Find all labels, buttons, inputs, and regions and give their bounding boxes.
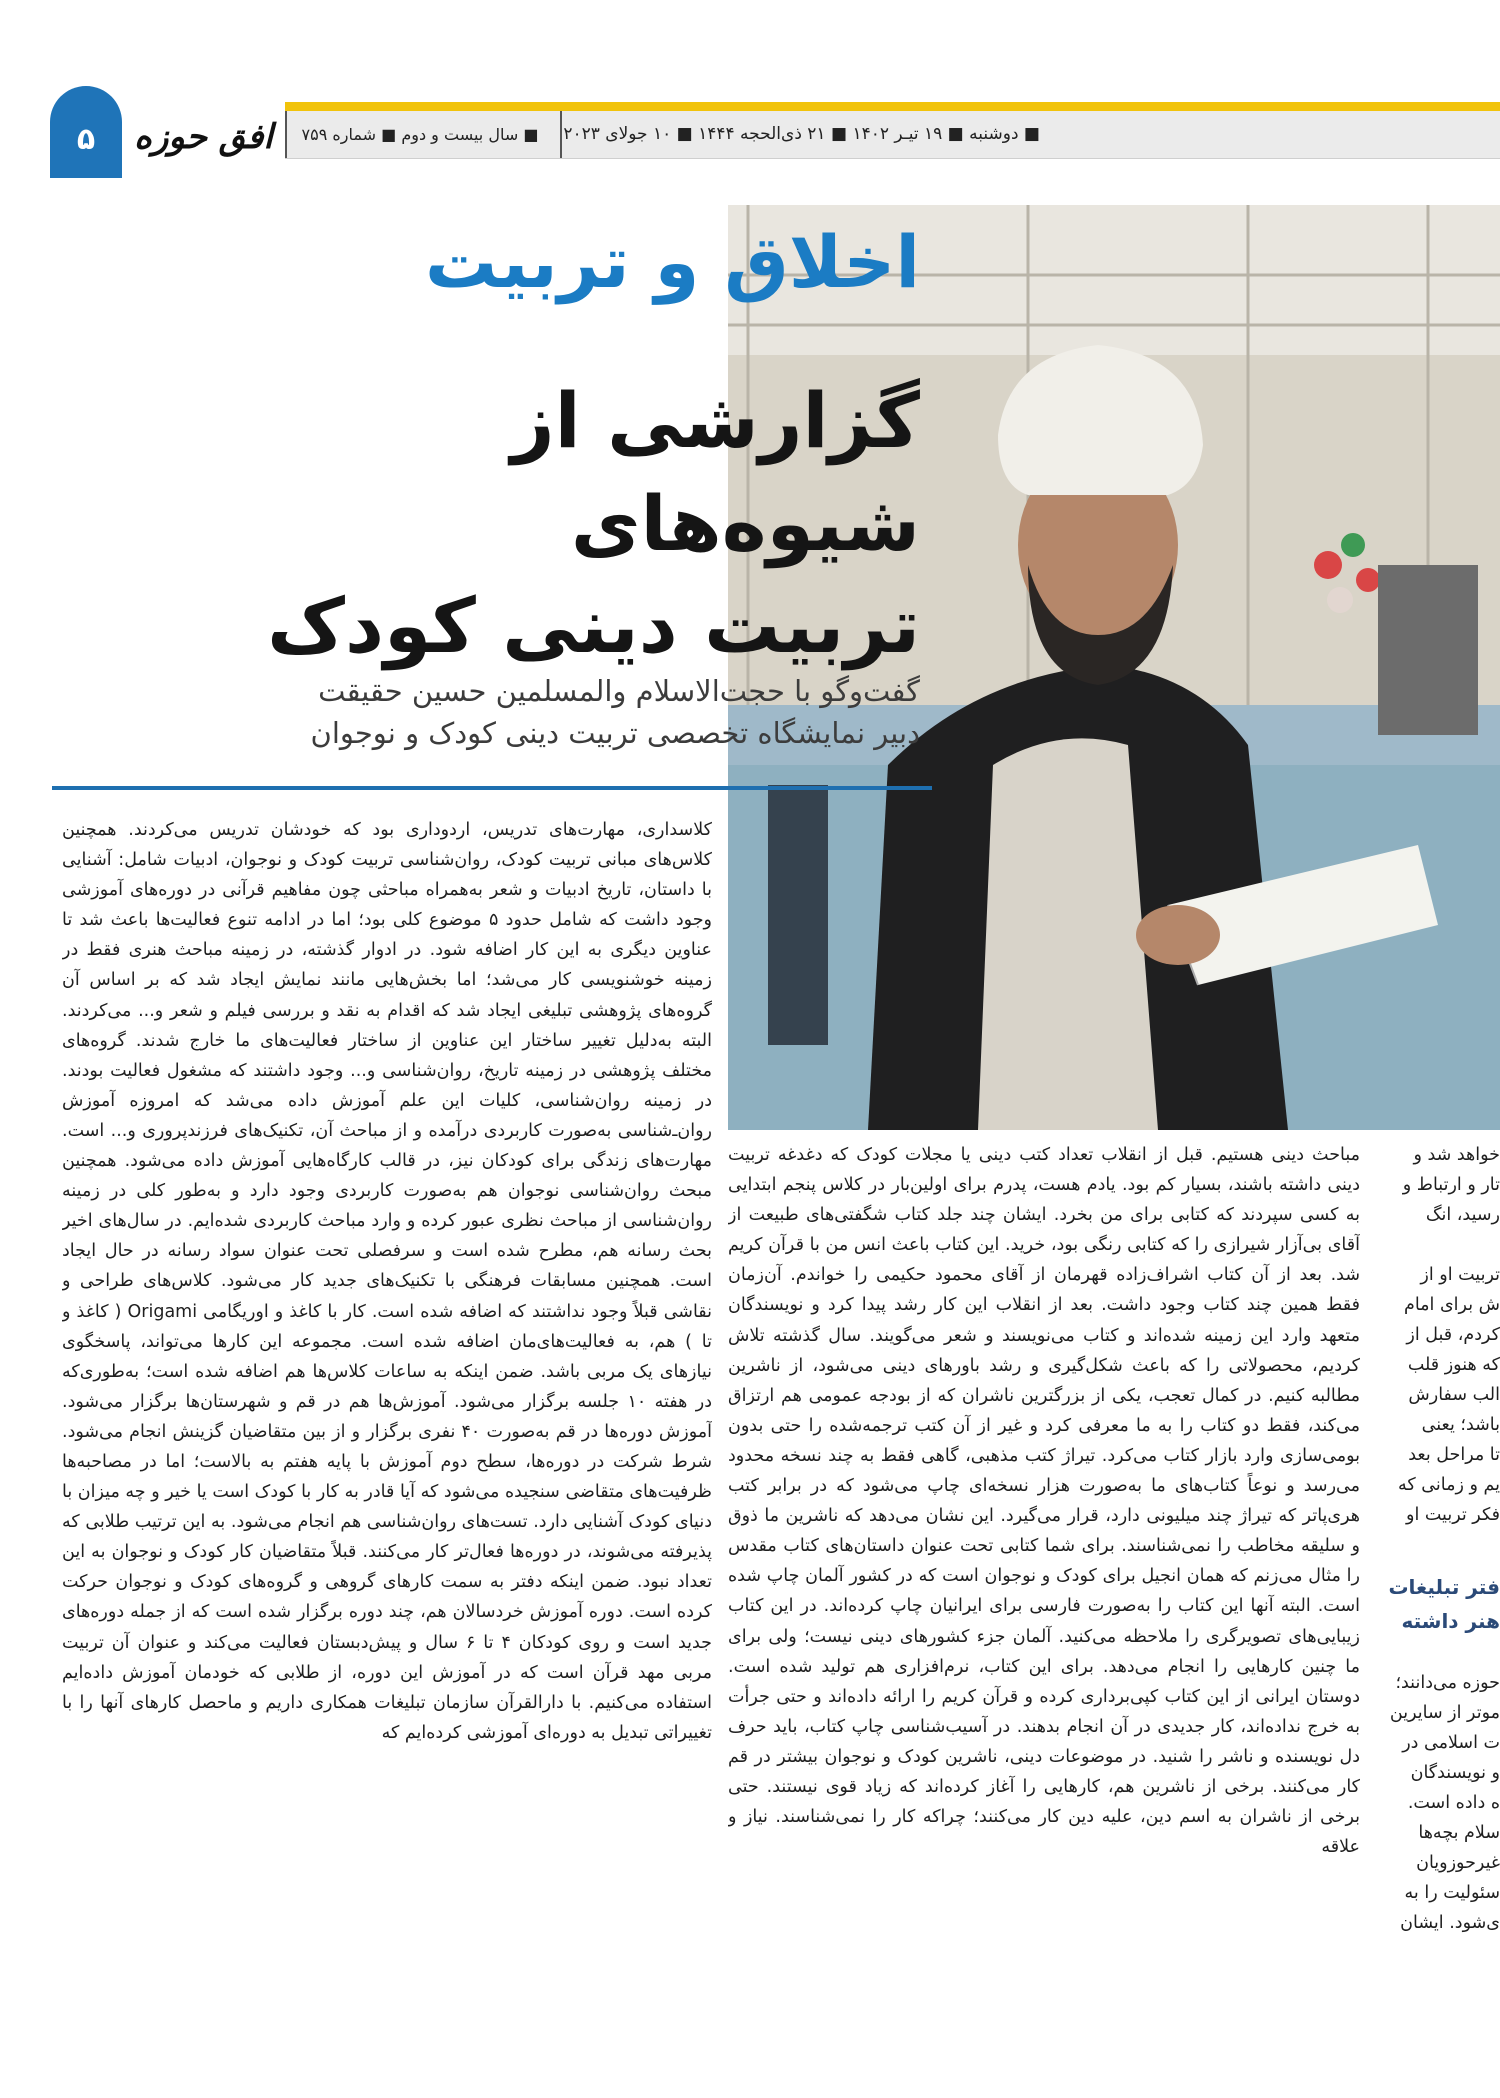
strip-line: ی‌شود. ایشان [1400, 1913, 1500, 1933]
issue-line: ■ سال بیست و دوم ■ شماره ۷۵۹ [301, 125, 539, 144]
strip-line: غیرحوزویان [1416, 1853, 1500, 1873]
article-subheading [260, 670, 920, 754]
strip-line: ه داده است. [1407, 1793, 1500, 1813]
strip-line: سئولیت را به [1404, 1883, 1500, 1903]
header-divider [285, 111, 287, 158]
strip-line: تار و ارتباط و [1402, 1175, 1500, 1195]
strip-line: تا مراحل بعد [1408, 1445, 1500, 1465]
headline-line-2: تربیت دینی کودک [267, 581, 920, 671]
strip-subheading: هنر داشته [1401, 1609, 1500, 1633]
strip-line: سلام بچه‌ها [1418, 1823, 1500, 1843]
publication-logo: افق حوزه [134, 117, 273, 157]
date-line: ■ دوشنبه ■ ۱۹ تیـر ۱۴۰۲ ■ ۲۱ ذی‌الحجه ۱۴۴۴ ■ ۱۰ جولای ۲۰۲۳ [563, 124, 1040, 144]
strip-line: یم و زمانی که [1398, 1475, 1500, 1495]
strip-line: تربیت او از [1420, 1265, 1500, 1285]
strip-line: حوزه می‌دانند؛ [1395, 1673, 1500, 1693]
strip-line: خواهد شد و [1413, 1145, 1500, 1165]
strip-line: که هنوز قلب [1407, 1355, 1500, 1375]
headline-line-1: گزارشی از شیوه‌های [510, 376, 920, 568]
header-divider [560, 111, 562, 158]
body-column-left: کلاسداری، مهارت‌های تدریس، اردوداری بود که خودشان تدریس می‌کردند. همچنین کلاس‌های مبانی تربیت کودک، روان‌شناسی تربیت کودک و نوجوان، ادبیات شامل: آشنایی با داستان، تاریخ ادبیات و شعر به‌همراه مباحثی چون مفاهیم قرآنی در دوره‌های آموزشی وجود داشت که شامل حدود ۵ موضوع کلی بود؛ اما در ادامه تنوع فعالیت‌ها باعث شد تا عناوین دیگری به این کار اضافه شود. در ادوار گذشته، در زمینه مباحث هنری فقط در زمینه خوشنویسی کار می‌شد؛ اما بخش‌هایی مانند نمایش ایجاد شد که بر اساس آن گروه‌های پژوهشی تبلیغی ایجاد شد که اقدام به نقد و بررسی فیلم و شعر و... می‌کردند. البته به‌دلیل تغییر ساختار این عناوین از ساختار فعالیت‌های ما خارج شدند. گروه‌های مختلف پژوهشی در زمینه تاریخ، روان‌شناسی و... وجود داشتند که مشغول فعالیت بودند. در زمینه روان‌شناسی، کلیات این علم آموزش داده می‌شد که امروزه آموزش روان‌ـ‌شناسی به‌صورت کاربردی درآمده و از مباحث آن، تکنیک‌های فرزندپروری و... است. مهارت‌های زندگی برای کودکان نیز، در قالب کارگاه‌هایی آموزش داده می‌شود. همچنین مبحث روان‌شناسی نوجوان هم به‌صورت کاربردی وجود دارد و به‌طور کلی در زمینه روان‌شناسی از مباحث نظری عبور کرده و وارد مباحث کاربردی شده‌ایم. در سال‌های اخیر بحث رسانه هم، مطرح شده است و سرفصلی تحت عنوان سواد رسانه در حال ایجاد است. همچنین مسابقات فرهنگی با تکنیک‌های جدید کار می‌شود. کلاس‌های طراحی و نقاشی قبلاً وجود نداشتند که اضافه شده است. کار با کاغذ و اوریگامی Origami ( کاغذ و تا ) هم، به فعالیت‌های‌مان اضافه شده است. مجموعه این کارها می‌تواند، پاسخگوی نیازهای یک مربی باشد. ضمن اینکه به ساعات کلاس‌ها هم اضافه شده است؛ به‌طوری‌که در هفته ۱۰ جلسه برگزار می‌شود. آموزش‌ها هم در قم و شهرستان‌ها برگزار می‌شود. آموزش دوره‌ها در قم به‌صورت ۴۰ نفری برگزار و از بین متقاضیان گزینش انجام می‌شود. شرط شرکت در دوره‌ها، سطح دوم آموزش با پایه هفتم به بالاست؛ اما در مصاحبه‌ها ظرفیت‌های متقاضی سنجیده می‌شود که آیا قادر به کار با کودک است یا خیر و چه میزان با دنیای کودک آشنایی دارد. تست‌های روان‌شناسی هم انجام می‌شود. به این ترتیب طلابی که پذیرفته می‌شوند، در دوره‌ها فعال‌تر کار می‌کنند. قبلاً متقاضیان کار کودک و نوجوان به این تعداد نبود. ضمن اینکه دفتر به سمت کارهای گروهی و گروه‌های کودک و نوجوان حرکت کرده است. دوره آموزش خردسالان هم، چند دوره برگزار شده است که از جمله دوره‌های جدید است و روی کودکان ۴ تا ۶ سال و پیش‌دبستان فعالیت می‌کند و عنوان آن تربیت مربی مهد قرآن است که در آموزش این دوره، از طلابی که خودمان آموزش داده‌ایم استفاده می‌کنیم. با دارالقرآن سازمان تبلیغات همکاری داریم و ماحصل کارهای آنها را با تغییراتی تبدیل به دوره‌ای آموزشی کرده‌ایم که [62, 820, 712, 1743]
body-column-right-cropped [1385, 1140, 1500, 2098]
strip-line: ش برای امام [1404, 1295, 1500, 1315]
headline-underline [52, 786, 932, 790]
strip-line: کردم، قبل از [1406, 1325, 1500, 1345]
header-accent-rule [285, 102, 1500, 111]
article-headline [200, 370, 920, 678]
section-kicker: اخلاق و تربیت [425, 220, 920, 304]
strip-line: رسید، انگ [1425, 1205, 1500, 1225]
strip-line: الب سفارش [1408, 1385, 1500, 1405]
interviewee-line: گفت‌وگو با حجت‌الاسلام والمسلمین حسین حقیقت [318, 674, 920, 708]
interviewee-role-line: دبیر نمایشگاه تخصصی تربیت دینی کودک و نوجوان [310, 716, 920, 751]
strip-subheading: فتر تبلیغات [1388, 1575, 1500, 1599]
body-column-middle: مباحث دینی هستیم. قبل از انقلاب تعداد کتب دینی یا مجلات کودک که دغدغه تربیت دینی داشته باشند، بسیار کم بود. یادم هست، پدرم برای اولین‌بار در کلاس پنجم ابتدایی به کسی سپردند که کتابی برای من بخرد. ایشان چند جلد کتاب شگفتی‌های طبیعت از آقای بی‌آزار شیرازی را که کتابی رنگی بود، خرید. این کتاب باعث انس من با قرآن کریم شد. بعد از آن کتاب اشراف‌زاده قهرمان از آقای محمود حکیمی را خواندم. آن‌زمان فقط همین چند کتاب وجود داشت. بعد از انقلاب این کار رشد پیدا کرد و نویسندگان متعهد وارد این زمینه شده‌اند و کتاب می‌نویسند و شعر می‌گویند. سال گذشته تلاش کردیم، محصولاتی را که باعث شکل‌گیری و رشد باورهای دینی می‌شود، از ناشرین مطالبه کنیم. در کمال تعجب، یکی از بزرگترین ناشران که از بودجه عمومی هم ارتزاق می‌کند، فقط دو کتاب را به ما معرفی کرد و غیر از آن کتب ترجمه‌شده را حتی بدون بومی‌سازی وارد بازار کتاب می‌کرد. تیراژ کتب مذهبی، گاهی فقط به چند نسخه محدود می‌رسد و نوعاً کتاب‌های ما به‌صورت هزار نسخه‌ای چاپ می‌شود که در برابر کتب هری‌پاتر که تیراژ چند میلیونی دارد، قرار می‌گیرد. این نشان می‌دهد که ناشرین ما ذوق و سلیقه مخاطب را نمی‌شناسند. برای شما کتابی تحت عنوان داستان‌های کتاب مقدس را مثال می‌زنم که همان انجیل برای کودک و نوجوان است که در کشور آلمان چاپ شده است. البته آنها این کتاب را به‌صورت فارسی برای ایرانیان چاپ کرده‌اند. در این کتاب زیبایی‌های تصویرگری را ملاحظه می‌کنید. آلمان جزء کشورهای دینی نیست؛ ولی برای ما چنین کارهایی را انجام می‌دهد. برای این کتاب، نرم‌افزاری هم تولید شده است. دوستان ایرانی از این کتاب کپی‌برداری کرده و قرآن کریم را ارائه داده‌اند و حتی جرأت به خرج نداده‌اند، کار جدیدی در آن انجام بدهند. در آسیب‌شناسی چاپ کتاب، باید حرف دل نویسنده و ناشر را شنید. در موضوعات دینی، ناشرین کودک و نوجوان بیشتر در قم کار می‌کنند. برخی از ناشرین هم، کارهایی را آغاز کرده‌اند که زیاد قوی نیستند. حتی برخی از ناشران به اسم دین، علیه دین کار می‌کنند؛ چراکه کار را نمی‌شناسند. نیاز و علاقه [728, 1145, 1360, 1858]
strip-line: ت اسلامی در [1402, 1733, 1500, 1753]
strip-line: موتر از سایرین [1389, 1703, 1500, 1723]
strip-line: فکر تربیت او [1406, 1505, 1500, 1525]
strip-line: باشد؛ یعنی [1421, 1415, 1500, 1435]
strip-line [1385, 1230, 1500, 1260]
page-number: ۵ [76, 122, 96, 157]
strip-line: و نویسندگان [1410, 1763, 1500, 1783]
